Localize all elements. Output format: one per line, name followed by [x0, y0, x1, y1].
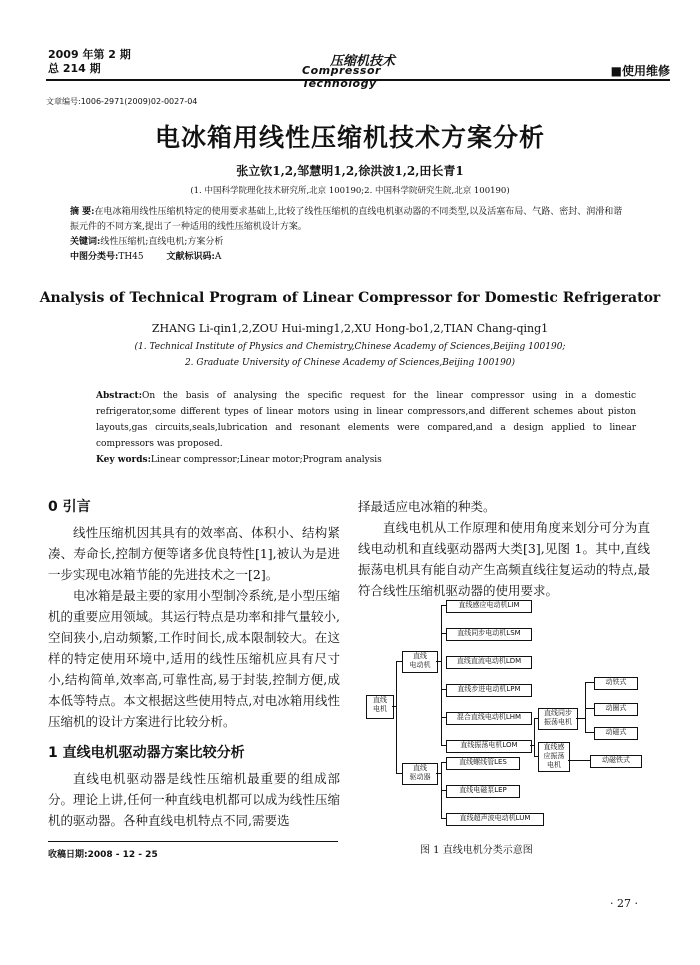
abstract-en-text: On the basis of analysing the specific request for the linear compressor using in a domestic refrigerator,some different types of linear motors using in linear compressors,and different schemes about piston layouts,gas circuits,seals,lubrication and resonant elements were compared,and a design applied to linear compressors was proposed.: [96, 391, 636, 449]
title-cn: 电冰箱用线性压缩机技术方案分析: [154, 123, 545, 152]
connector: [441, 745, 446, 746]
node-induct-osc-motor: 直线感 应振荡 电机: [538, 742, 570, 772]
node-lep: 直线电磁泵LEP: [446, 785, 520, 798]
connector: [576, 718, 585, 719]
section-1-title: 1 直线电机驱动器方案比较分析: [48, 745, 245, 761]
abstract-en-body: [96, 388, 636, 452]
journal-name-en: Compressor Technology: [302, 64, 381, 90]
journal-logo: [302, 50, 420, 90]
node-ldm: 直线直流电动机LDM: [446, 656, 532, 669]
issue-total: 总 214 期: [48, 62, 101, 75]
section-0-paragraph-1: 线性压缩机因其具有的效率高、体积小、结构紧凑、寿命长,控制方便等诸多优良特性[1],被认为是进一步实现电冰箱节能的先进技术之一[2]。: [48, 525, 340, 582]
keywords-cn: [70, 235, 630, 250]
node-linear-motor: 直线 电机: [366, 695, 394, 719]
class-value: TH45: [118, 252, 144, 262]
abstract-en-label: Abstract:: [96, 391, 143, 401]
keywords-en: [96, 452, 636, 468]
issue-year: 2009 年第 2 期: [48, 48, 131, 61]
connector: [441, 633, 446, 634]
abstract-cn: [70, 205, 630, 265]
node-lom: 直线振荡电机LOM: [446, 740, 532, 753]
class-label: 中图分类号:: [70, 252, 119, 262]
connector: [396, 773, 402, 774]
node-lim: 直线感应电动机LIM: [446, 600, 532, 613]
abstract-cn-body: [70, 205, 630, 235]
section-0-paragraph-2: 电冰箱是最主要的家用小型制冷系统,是小型压缩机的重要应用领域。其运行特点是功率和排气量较小,空间狭小,启动频繁,工作时间长,成本限制较大。在这样的特定使用环境中,适用的线性压缩机应具有尺寸小,结构简单,效率高,可靠性高,易于封装,控制方便,成本低等特点。本文根据这些使用特点,对电冰箱用线性压缩机的设计方案进行比较分析。: [48, 588, 340, 729]
connector: [530, 745, 534, 746]
connector: [392, 706, 396, 707]
keywords-cn-text: 线性压缩机;直线电机;方案分析: [100, 237, 224, 247]
keywords-cn-label: 关键词:: [70, 237, 101, 247]
connector: [441, 717, 446, 718]
abstract-en: [96, 388, 636, 468]
figure-1-caption: 图 1 直线电机分类示意图: [420, 845, 533, 856]
section-1-paragraph-1: 直线电机驱动器是线性压缩机最重要的组成部分。理论上讲,任何一种直线电机都可以成为线性压缩机的驱动器。各种直线电机特点不同,需要选: [48, 771, 340, 828]
connector: [436, 661, 441, 662]
doc-label: 文献标识码:: [166, 252, 215, 262]
column-tag: ■使用维修: [610, 64, 670, 78]
connector: [585, 732, 594, 733]
connector: [585, 682, 586, 732]
left-column: [48, 496, 340, 831]
figure-1-diagram: [358, 595, 658, 835]
affiliation-en-2: 2. Graduate University of Chinese Academy of Sciences,Beijing 100190): [184, 358, 516, 368]
connector: [441, 605, 446, 606]
journal-name-cn: 压缩机技术: [330, 54, 396, 69]
node-linear-driver: 直线 驱动器: [402, 763, 438, 785]
keywords-en-label: Key words:: [96, 455, 151, 465]
authors-en: ZHANG Li-qin1,2,ZOU Hui-ming1,2,XU Hong-bo1,2,TIAN Chang-qing1: [151, 322, 549, 335]
connector: [534, 718, 535, 756]
page-number: · 27 ·: [610, 897, 638, 910]
node-lsm: 直线同步电动机LSM: [446, 628, 532, 641]
node-linear-electric-motor: 直线 电动机: [402, 651, 438, 673]
connector: [441, 790, 446, 791]
connector: [441, 762, 446, 763]
connector: [585, 682, 594, 683]
abstract-cn-label: 摘 要:: [70, 207, 95, 217]
classification: [70, 250, 630, 265]
header-rule: [46, 79, 670, 81]
connector: [441, 689, 446, 690]
doc-value: A: [214, 252, 222, 262]
node-moving-magnet-iron: 动磁铁式: [590, 755, 642, 768]
right-column: [358, 496, 650, 601]
node-moving-coil: 动圈式: [594, 703, 638, 716]
node-sync-osc-motor: 直线同步 振荡电机: [538, 708, 578, 730]
node-moving-iron: 动铁式: [594, 677, 638, 690]
affiliation-cn: (1. 中国科学院理化技术研究所,北京 100190;2. 中国科学院研究生院,北京 100190): [190, 186, 510, 196]
connector: [534, 756, 538, 757]
node-lum: 直线超声波电动机LUM: [446, 813, 544, 826]
article-number: 文章编号:1006-2971(2009)02-0027-04: [46, 97, 198, 106]
footnote-rule: [48, 841, 338, 842]
connector: [568, 760, 590, 761]
node-lpm: 直线步进电动机LPM: [446, 684, 532, 697]
right-paragraph-0: 择最适应电冰箱的种类。: [358, 499, 496, 514]
issue-info: [48, 48, 131, 76]
connector: [396, 661, 397, 773]
section-0-title: 0 引言: [48, 499, 91, 515]
keywords-en-text: Linear compressor;Linear motor;Program analysis: [150, 455, 382, 465]
connector: [436, 773, 441, 774]
received-date: 收稿日期:2008 - 12 - 25: [48, 850, 158, 860]
connector: [396, 661, 402, 662]
node-les: 直线螺线管LES: [446, 757, 520, 770]
connector: [441, 818, 446, 819]
connector: [585, 708, 594, 709]
title-en: Analysis of Technical Program of Linear Compressor for Domestic Refrigerator: [39, 290, 661, 306]
node-moving-magnet: 动磁式: [594, 727, 638, 740]
connector: [534, 718, 538, 719]
right-paragraph-1: 直线电机从工作原理和使用角度来划分可分为直线电动机和直线驱动器两大类[3],见图 1。其中,直线振荡电机具有能自动产生高频直线往复运动的特点,最符合线性压缩机驱动器的使用要求。: [358, 520, 650, 598]
affiliation-en-1: (1. Technical Institute of Physics and Chemistry,Chinese Academy of Sciences,Beijing 100190;: [134, 342, 566, 352]
connector: [441, 605, 442, 745]
node-lhm: 混合直线电动机LHM: [446, 712, 532, 725]
abstract-cn-text: 在电冰箱用线性压缩机特定的使用要求基础上,比较了线性压缩机的直线电机驱动器的不同类型,以及活塞布局、气路、密封、润滑和谐振元件的不同方案,提出了一种适用的线性压缩机设计方案。: [70, 207, 623, 232]
authors-cn: 张立钦1,2,邹慧明1,2,徐洪波1,2,田长青1: [236, 164, 464, 178]
